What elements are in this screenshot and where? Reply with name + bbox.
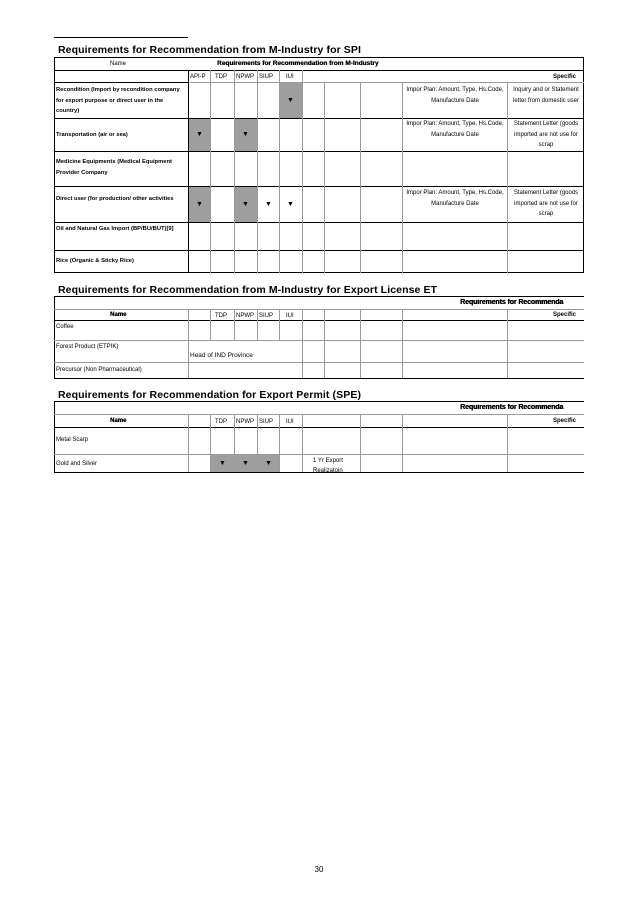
spe-col-tdp: TDP bbox=[215, 419, 227, 425]
spi-mark-r2-apip: ▼ bbox=[196, 131, 203, 138]
spi-row-note2: Statement Letter (goods imported are not use for scrap bbox=[513, 190, 579, 217]
spe-mark-tdp: ▼ bbox=[219, 460, 226, 467]
spe-col-iui: IUI bbox=[286, 419, 294, 425]
et-section-title: Requirements for Recommendation from M-Industry for Export License ET bbox=[58, 284, 438, 296]
spi-mark-r4-apip: ▼ bbox=[196, 201, 203, 208]
spe-row-name: Metal Scarp bbox=[56, 437, 89, 443]
et-row-name: Forest Product (ETPIK) bbox=[56, 344, 119, 350]
spi-row-name: Rice (Organic & Sticky Rice) bbox=[56, 258, 134, 264]
et-row-name: Coffee bbox=[56, 324, 74, 330]
spi-row-name: Recondition (Import by recondition company for export purpose or direct user in the country) bbox=[56, 87, 180, 114]
spe-mark-siup: ▼ bbox=[265, 460, 272, 467]
spi-row-note1: Impor Plan: Amount, Type, Hs.Code, Manufacture Date bbox=[406, 190, 504, 207]
et-specific-header: Specific bbox=[553, 312, 577, 318]
et-row-name: Precursor (Non Pharmaceutical) bbox=[56, 367, 142, 373]
top-rule bbox=[54, 37, 188, 38]
spi-row-name: Direct user (for production/ other activities bbox=[56, 196, 174, 202]
spi-row-note1: Impor Plan: Amount, Type, Hs.Code, Manufacture Date bbox=[406, 87, 504, 104]
spi-row-name: Medicine Equipments (Medical Equipment Provider Company bbox=[56, 159, 172, 176]
spi-row-note2: Statement Letter (goods imported are not use for scrap bbox=[513, 121, 579, 148]
spi-mark-r2-npwp: ▼ bbox=[242, 131, 249, 138]
spe-col-npwp: NPWP bbox=[236, 419, 254, 425]
spi-row-note1: Impor Plan: Amount, Type, Hs.Code, Manufacture Date bbox=[406, 121, 504, 138]
et-col-tdp: TDP bbox=[215, 313, 227, 319]
et-col-iui: IUI bbox=[286, 313, 294, 319]
spi-col-api-p: API-P bbox=[190, 74, 206, 80]
et-merged-note: Head of IND Province bbox=[190, 352, 253, 359]
spi-row-note2: Inquiry and or Statement letter from domestic user bbox=[512, 87, 580, 104]
spe-row-name: Gold and Silver bbox=[56, 461, 98, 467]
spi-section-title: Requirements for Recommendation from M-Industry for SPI bbox=[58, 44, 362, 56]
spi-mark-r1-iui: ▼ bbox=[287, 97, 294, 104]
spi-col-tdp: TDP bbox=[215, 74, 227, 80]
spe-row-note: 1 Yr Export Realizatoin bbox=[313, 458, 343, 473]
et-col-siup: SIUP bbox=[259, 313, 274, 319]
spi-name-header: Name bbox=[110, 61, 127, 67]
spi-col-iui: IUI bbox=[286, 74, 294, 80]
spe-name-header: Name bbox=[110, 418, 127, 424]
spe-mark-npwp: ▼ bbox=[242, 460, 249, 467]
spe-group-header: Requirements for Recommenda bbox=[460, 404, 564, 411]
spi-col-npwp: NPWP bbox=[236, 74, 254, 80]
spi-row-name: Transportation (air or sea) bbox=[56, 132, 128, 138]
et-col-npwp: NPWP bbox=[236, 313, 254, 319]
spi-mark-r4-npwp: ▼ bbox=[242, 201, 249, 208]
spi-row-name: Oil and Natural Gas Import (BP/BU/BUT)[9] bbox=[56, 226, 174, 232]
spe-col-siup: SIUP bbox=[259, 419, 274, 425]
spi-specific-header: Specific bbox=[553, 74, 577, 80]
spe-section-title: Requirements for Recommendation for Export Permit (SPE) bbox=[58, 389, 362, 401]
spi-group-header: Requirements for Recommendation from M-Industry bbox=[217, 60, 379, 67]
page-number: 30 bbox=[314, 865, 324, 874]
spi-col-siup: SIUP bbox=[259, 74, 274, 80]
spi-mark-r4-iui: ▼ bbox=[287, 201, 294, 208]
spi-mark-r4-siup: ▼ bbox=[265, 201, 272, 208]
et-group-header: Requirements for Recommenda bbox=[460, 299, 564, 306]
spe-specific-header: Specific bbox=[553, 418, 577, 424]
et-name-header: Name bbox=[110, 312, 127, 318]
